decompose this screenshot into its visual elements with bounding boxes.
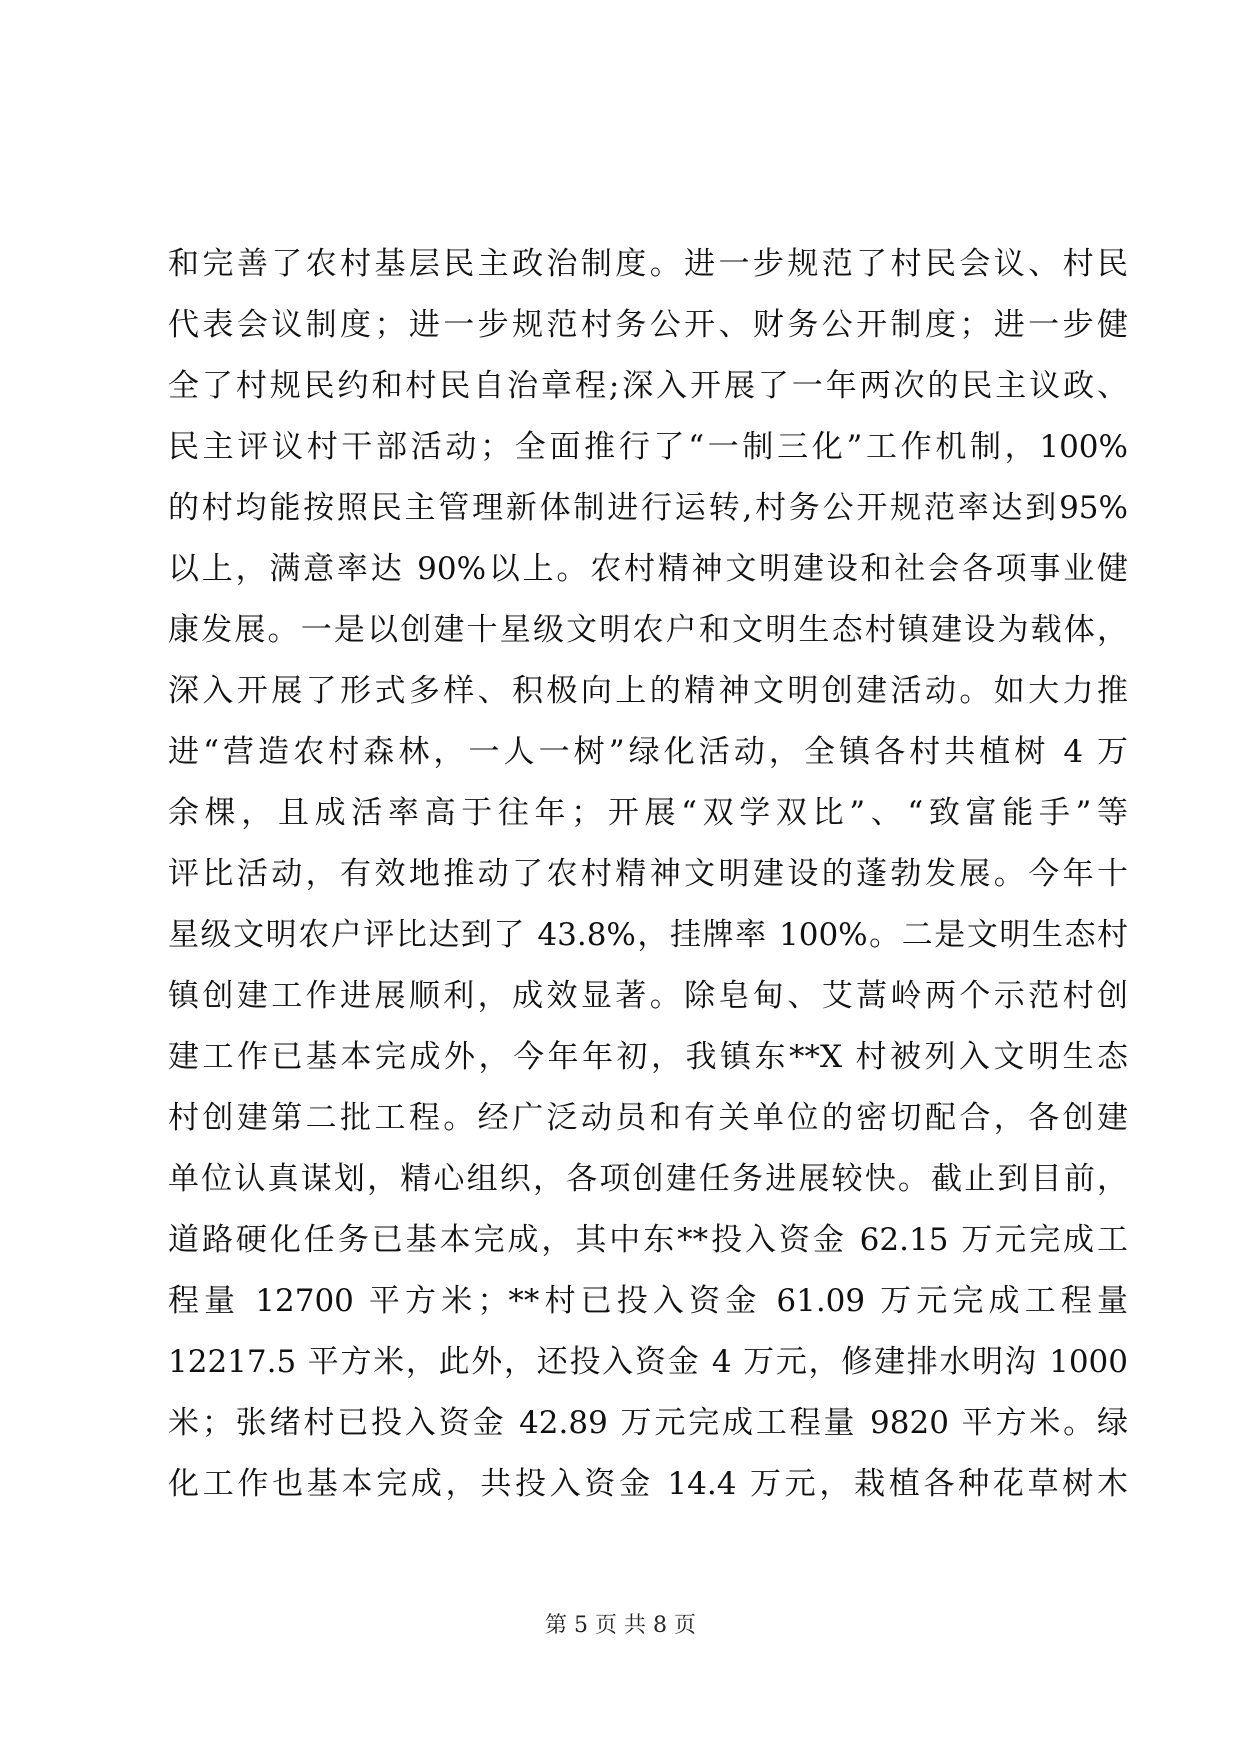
text-line: 米；张绪村已投入资金 42.89 万元完成工程量 9820 平方米。绿	[168, 1405, 1128, 1441]
text-line: 程量 12700 平方米；**村已投入资金 61.09 万元完成工程量	[168, 1283, 1128, 1319]
body-text	[168, 234, 1128, 1515]
text-line: 的村均能按照民主管理新体制进行运转,村务公开规范率达到95%	[168, 490, 1128, 526]
text-line: 评比活动，有效地推动了农村精神文明建设的蓬勃发展。今年十	[168, 856, 1128, 892]
text-line: 全了村规民约和村民自治章程;深入开展了一年两次的民主议政、	[168, 368, 1128, 404]
text-line: 道路硬化任务已基本完成，其中东**投入资金 62.15 万元完成工	[168, 1222, 1128, 1258]
text-line: 单位认真谋划，精心组织，各项创建任务进展较快。截止到目前，	[168, 1161, 1128, 1197]
text-line: 进“营造农村森林，一人一树”绿化活动，全镇各村共植树 4 万	[168, 734, 1128, 770]
text-line: 民主评议村干部活动；全面推行了“一制三化”工作机制，100%	[168, 429, 1128, 465]
text-line: 代表会议制度；进一步规范村务公开、财务公开制度；进一步健	[168, 307, 1128, 343]
text-line: 化工作也基本完成，共投入资金 14.4 万元，栽植各种花草树木	[168, 1466, 1128, 1502]
text-line: 星级文明农户评比达到了 43.8%，挂牌率 100%。二是文明生态村	[168, 917, 1128, 953]
text-line: 建工作已基本完成外，今年年初，我镇东**X 村被列入文明生态	[168, 1039, 1128, 1075]
text-line: 康发展。一是以创建十星级文明农户和文明生态村镇建设为载体，	[168, 612, 1128, 648]
text-line: 余棵，且成活率高于往年；开展“双学双比”、“致富能手”等	[168, 795, 1128, 831]
text-line: 深入开展了形式多样、积极向上的精神文明创建活动。如大力推	[168, 673, 1128, 709]
page-footer: 第 5 页 共 8 页	[545, 1613, 696, 1638]
text-line: 以上，满意率达 90%以上。农村精神文明建设和社会各项事业健	[168, 551, 1128, 587]
text-line: 村创建第二批工程。经广泛动员和有关单位的密切配合，各创建	[168, 1100, 1128, 1136]
text-line: 和完善了农村基层民主政治制度。进一步规范了村民会议、村民	[168, 246, 1128, 282]
text-line: 12217.5 平方米，此外，还投入资金 4 万元，修建排水明沟 1000	[168, 1344, 1128, 1380]
text-line: 镇创建工作进展顺利，成效显著。除皂甸、艾蒿岭两个示范村创	[168, 978, 1128, 1014]
